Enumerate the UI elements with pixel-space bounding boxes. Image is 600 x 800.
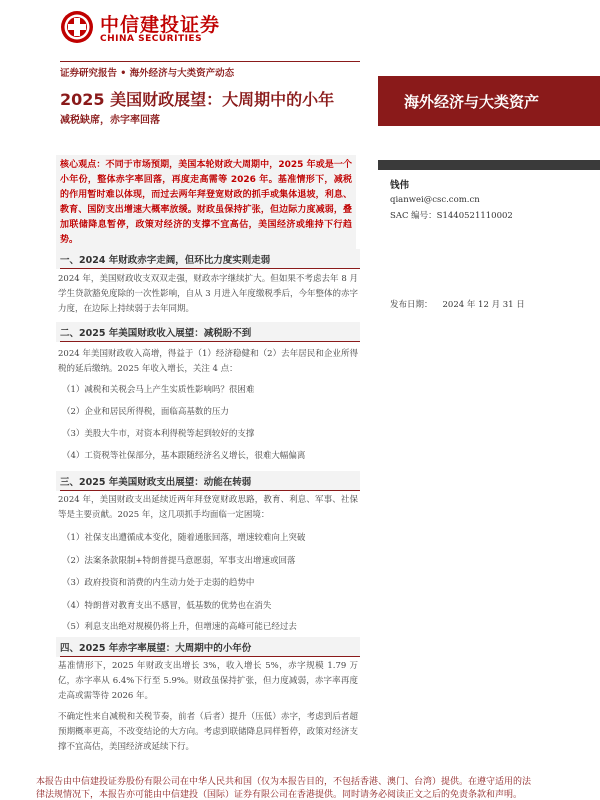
section-4-title bbox=[56, 637, 360, 657]
analyst-name: 钱伟 bbox=[390, 180, 410, 191]
section-3-title bbox=[56, 471, 360, 491]
analyst-sidebar bbox=[378, 160, 600, 800]
category-banner: 海外经济与大类资产 bbox=[378, 76, 600, 126]
section-3-title-text: 三、2025 年美国财政支出展望：动能在转弱 bbox=[60, 477, 252, 488]
section-2-item-3: （3）美股大牛市，对资本利得税等起到较好的支撑 bbox=[62, 429, 255, 439]
section-1-title bbox=[56, 249, 360, 269]
publish-date-label: 发布日期： bbox=[390, 300, 433, 310]
section-4-paragraph-1: 基准情形下，2025 年财政支出增长 3%，收入增长 5%，赤字规模 1.79 万亿，赤字率从 6.4%下行至 5.9%。财政虽保持扩张，但力度减弱，赤字率再度走高或需等待 2026 年。 bbox=[58, 661, 358, 701]
page-subtitle: 减税缺席，赤字率回落 bbox=[60, 115, 160, 126]
report-header bbox=[0, 0, 600, 60]
section-4-paragraph-2: 不确定性来自减税和关税节奏，前者（后者）提升（压低）赤字，考虑到后者超预期概率更高，不改变结论的大方向。考虑到联储降息同样暂停，政策对经济支撑不宜高估，美国经济或延续下行。 bbox=[58, 712, 358, 752]
section-3-paragraph: 2024 年，美国财政支出延续近两年拜登宽财政思路，教育、利息、军事、社保等是主要贡献。2025 年，这几项抓手均面临一定困境： bbox=[58, 495, 358, 520]
section-3-item-1: （1）社保支出遭循成本变化，随着通胀回落，增速较难向上突破 bbox=[62, 533, 306, 543]
company-logo-icon bbox=[60, 10, 94, 44]
section-2-item-4: （4）工资税等社保部分，基本跟随经济名义增长，很难大幅偏离 bbox=[62, 451, 306, 461]
company-logo bbox=[60, 10, 220, 48]
header-divider bbox=[60, 61, 360, 62]
section-2-item-2: （2）企业和居民所得税，面临高基数的压力 bbox=[62, 407, 229, 417]
core-view-box: 核心观点：不同于市场预期，美国本轮财政大周期中，2025 年或是一个小年份，整体赤字率回落，再度走高需等 2026 年。基准情形下，减税的作用暂时难以体现，而过去两年拜登宽财政的抓手或集体退坡，利息、教育、国防支出增速大概率放缓。财政虽保持扩张，但边际力度减弱，叠加联储降息暂停，政策对经济的支撑不宜高估，美国经济或维持下行趋势。 bbox=[56, 155, 356, 251]
disclaimer-line-1: 本报告由中信建投证券股份有限公司在中华人民共和国（仅为本报告目的，不包括香港、澳门、台湾）提供。在遵守适用的法 bbox=[36, 777, 532, 787]
disclaimer-line-2: 律法规情况下，本报告亦可能由中信建投（国际）证券有限公司在香港提供。同时请务必阅读正文之后的免责条款和声明。 bbox=[36, 790, 523, 800]
section-1-title-text: 一、2024 年财政赤字走阔，但环比力度实则走弱 bbox=[60, 255, 271, 266]
section-1-paragraph: 2024 年，美国财政收支双双走强，财政赤字继续扩大。但如果不考虑去年 8 月学生贷款豁免度除的一次性影响，自从 3 月进入年度缴税季后，今年整体的赤字力度，在边际上持续弱于去年同期。 bbox=[58, 274, 358, 314]
section-3-item-2: （2）法案条款限制+特朗普提马意愿弱，军事支出增速或回落 bbox=[62, 556, 296, 566]
section-2-title-text: 二、2025 年美国财政收入展望：减税盼不到 bbox=[60, 328, 252, 339]
sidebar-top-strip bbox=[378, 160, 600, 170]
analyst-email: qianwei@csc.com.cn bbox=[390, 195, 480, 205]
page-title: 2025 美国财政展望：大周期中的小年 bbox=[60, 90, 335, 109]
breadcrumb: 证券研究报告 • 海外经济与大类资产动态 bbox=[60, 68, 235, 79]
section-3-item-3: （3）政府投资和消费的内生动力处于走弱的趋势中 bbox=[62, 578, 255, 588]
section-3-item-5: （5）利息支出绝对规模仍将上升，但增速的高峰可能已经过去 bbox=[62, 622, 297, 632]
section-2-item-1: （1）减税和关税会马上产生实质性影响吗？很困难 bbox=[62, 385, 255, 395]
logo-text-en: CHINA SECURITIES bbox=[100, 34, 203, 44]
publish-date-value: 2024 年 12 月 31 日 bbox=[442, 300, 525, 310]
logo-text-cn: 中信建投证券 bbox=[100, 14, 221, 36]
section-4-title-text: 四、2025 年赤字率展望：大周期中的小年份 bbox=[60, 643, 252, 654]
section-3-item-4: （4）特朗普对教育支出不感冒，低基数的优势也在消失 bbox=[62, 601, 272, 611]
disclaimer-footer bbox=[36, 776, 596, 800]
analyst-sac-number: SAC 编号：S1440521110002 bbox=[390, 211, 513, 221]
section-2-paragraph: 2024 年美国财政收入高增，得益于（1）经济稳健和（2）去年居民和企业所得税的延后缴纳。2025 年收入增长，关注 4 点： bbox=[58, 349, 358, 374]
publish-date bbox=[390, 298, 535, 310]
section-2-title bbox=[56, 322, 360, 342]
